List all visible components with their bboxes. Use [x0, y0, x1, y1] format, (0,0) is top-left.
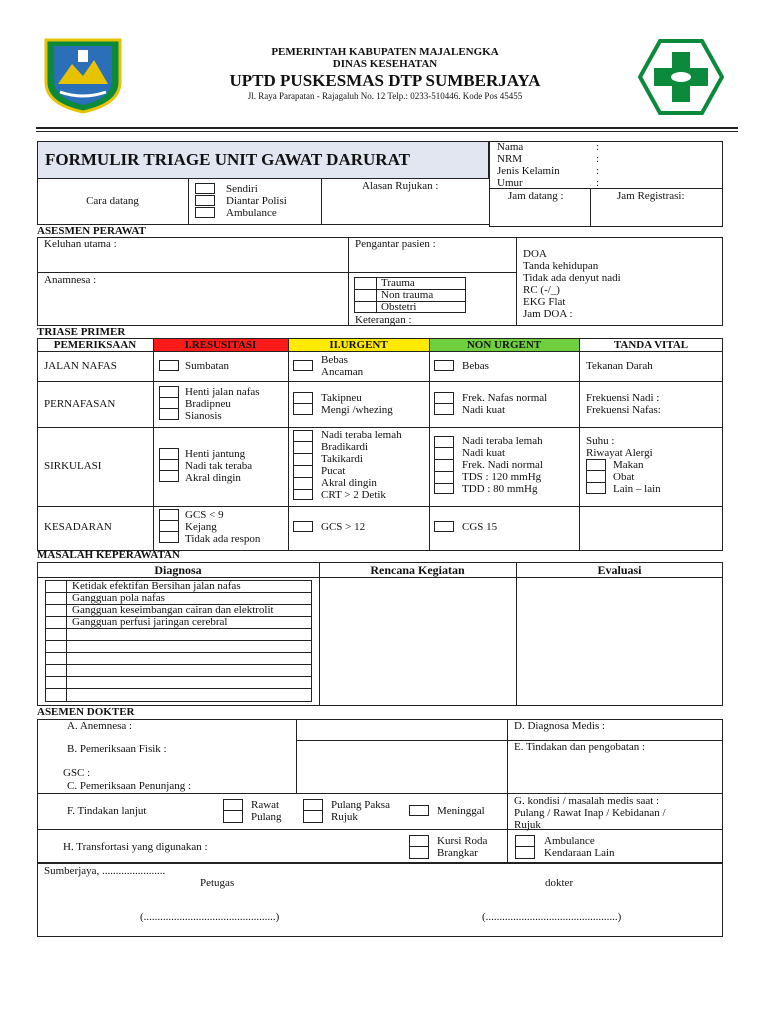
department-line: DINAS KESEHATAN: [332, 58, 438, 70]
diagnosis-header: Diagnosa: [154, 563, 202, 577]
arrival-method-label: Cara datang: [86, 195, 139, 207]
airway-urgent-checkbox[interactable]: [293, 360, 313, 371]
officer-signature-line: (................................................): [140, 911, 280, 923]
follow-up-label: F. Tindakan lanjut: [67, 805, 147, 817]
arrival-option: Diantar Polisi: [226, 195, 287, 207]
airway-obstruction-checkbox[interactable]: [159, 360, 179, 371]
diagnosis-item: Gangguan keseimbangan cairan dan elektrolit: [72, 604, 274, 616]
remarks-label: Keterangan :: [355, 314, 412, 326]
trauma-option: Trauma: [381, 277, 415, 289]
follow-up-discharge-checkbox[interactable]: [223, 799, 243, 823]
physical-exam-label: B. Pemeriksaan Fisik :: [67, 743, 167, 755]
nursing-problems-heading: MASALAH KEPERAWATAN: [37, 549, 180, 561]
doctor-label: dokter: [545, 877, 574, 889]
arrival-option: Sendiri: [226, 183, 258, 195]
breathing-resus-checkbox[interactable]: [159, 386, 179, 420]
doa-item: Jam DOA :: [523, 308, 573, 320]
triage-col-header: PEMERIKSAAN: [53, 339, 137, 351]
patient-nrm-label: NRM: [497, 153, 523, 165]
place-date-field: Sumberjaya, .......................: [44, 865, 166, 877]
officer-label: Petugas: [200, 877, 235, 889]
consciousness-resus-checkbox[interactable]: [159, 509, 179, 543]
circulation-row-label: SIRKULASI: [44, 460, 102, 472]
doctor-assessment-heading: ASEMEN DOKTER: [37, 706, 135, 718]
treatment-label: E. Tindakan dan pengobatan :: [514, 741, 646, 753]
circulation-resus-checkbox[interactable]: [159, 448, 179, 482]
transport-ambulance-checkbox[interactable]: [515, 835, 535, 859]
condition-label: G. kondisi / masalah medis saat :: [514, 795, 660, 807]
government-line: PEMERINTAH KABUPATEN MAJALENGKA: [271, 46, 499, 58]
supporting-exam-label: C. Pemeriksaan Penunjang :: [67, 780, 192, 792]
diagnosis-item: Gangguan pola nafas: [72, 592, 165, 604]
institution-address: Jl. Raya Parapatan - Rajagaluh No. 12 Telp.: 0233-510446. Kode Pos 45455: [247, 91, 523, 101]
nurse-assessment-heading: ASESMEN PERAWAT: [37, 225, 146, 237]
doctor-anamnesis-label: A. Anemnesa :: [67, 720, 133, 732]
patient-name-label: Nama: [497, 141, 524, 153]
consciousness-row-label: KESADARAN: [44, 521, 112, 533]
referral-reason-label: Alasan Rujukan :: [362, 180, 439, 192]
arrival-time-label: Jam datang :: [508, 190, 564, 202]
doa-item: EKG Flat: [523, 296, 566, 308]
allergy-checkbox[interactable]: [586, 459, 606, 494]
primary-triage-heading: TRIASE PRIMER: [37, 326, 126, 338]
patient-sex-label: Jenis Kelamin: [497, 165, 560, 177]
gsc-label: GSC :: [63, 767, 91, 779]
triage-col-header: I.RESUSITASI: [184, 339, 257, 351]
regency-logo: [40, 36, 126, 114]
gcs-urgent-checkbox[interactable]: [293, 521, 313, 532]
doa-item: Tidak ada denyut nadi: [523, 272, 621, 284]
plan-header: Rencana Kegiatan: [370, 563, 465, 577]
institution-title: UPTD PUSKESMAS DTP SUMBERJAYA: [229, 71, 541, 90]
anamnesis-label: Anamnesa :: [44, 274, 97, 286]
header-divider-thick: [36, 127, 738, 129]
header-divider-thin: [36, 131, 738, 132]
airway-clear-checkbox[interactable]: [434, 360, 454, 371]
non-trauma-option: Non trauma: [381, 289, 434, 301]
evaluation-header: Evaluasi: [597, 563, 642, 577]
registration-time-label: Jam Registrasi:: [617, 190, 685, 202]
chief-complaint-label: Keluhan utama :: [44, 238, 117, 250]
diagnosis-item: Gangguan perfusi jaringan cerebral: [72, 616, 228, 628]
gcs-normal-checkbox[interactable]: [434, 521, 454, 532]
triage-col-header: TANDA VITAL: [613, 339, 689, 351]
follow-up-refer-checkbox[interactable]: [303, 799, 323, 823]
obstetric-option: Obstetri: [381, 301, 417, 313]
diagnosis-item: Ketidak efektifan Bersihan jalan nafas: [72, 580, 241, 592]
escort-label: Pengantar pasien :: [355, 238, 436, 250]
doa-item: DOA: [523, 248, 547, 260]
doctor-signature-line: (................................................): [482, 911, 622, 923]
arrival-police-checkbox[interactable]: [195, 195, 215, 206]
triage-col-header: NON URGENT: [466, 339, 542, 351]
doa-item: Tanda kehidupan: [523, 260, 599, 272]
arrival-self-checkbox[interactable]: [195, 183, 215, 194]
arrival-option: Ambulance: [226, 207, 277, 219]
transport-label: H. Transfortasi yang digunakan :: [63, 841, 208, 853]
follow-up-deceased-checkbox[interactable]: [409, 805, 429, 816]
doa-item: RC (-/_): [523, 284, 560, 296]
medical-diagnosis-label: D. Diagnosa Medis :: [514, 720, 606, 732]
patient-id-box: [489, 141, 723, 227]
puskesmas-cross-logo: [638, 38, 724, 116]
breathing-row-label: PERNAFASAN: [44, 398, 116, 410]
transport-wheelchair-checkbox[interactable]: [409, 835, 429, 859]
form-title: FORMULIR TRIAGE UNIT GAWAT DARURAT: [45, 150, 410, 169]
arrival-ambulance-checkbox[interactable]: [195, 207, 215, 218]
patient-age-label: Umur: [497, 177, 523, 189]
circulation-normal-checkbox[interactable]: [434, 436, 454, 494]
airway-row-label: JALAN NAFAS: [44, 360, 117, 372]
triage-col-header: II.URGENT: [329, 339, 388, 351]
